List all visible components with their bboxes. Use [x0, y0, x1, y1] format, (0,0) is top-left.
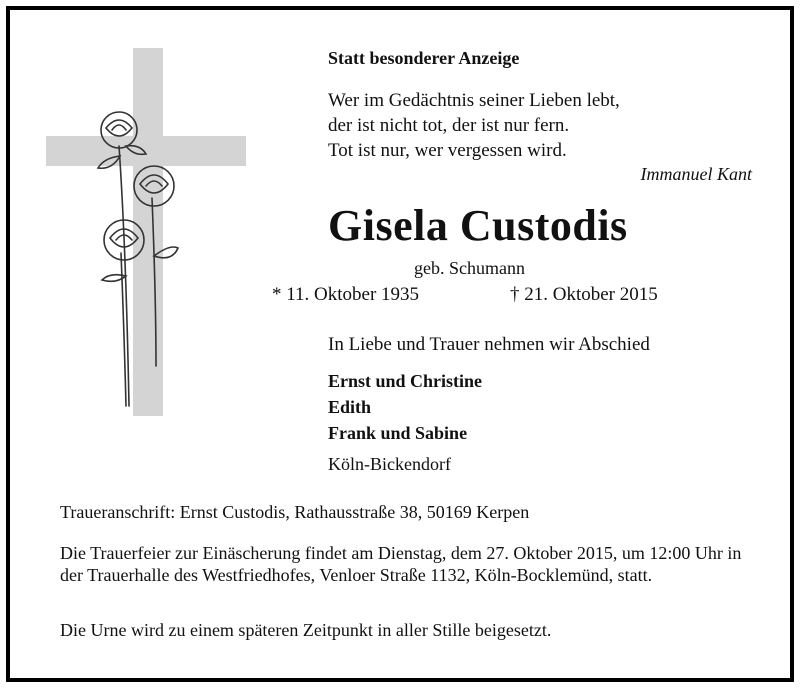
mourners-place: Köln-Bickendorf	[328, 454, 451, 474]
obituary-notice	[6, 6, 794, 682]
quote-line: Wer im Gedächtnis seiner Lieben lebt,	[328, 90, 620, 111]
quote-line: der ist nicht tot, der ist nur fern.	[328, 115, 570, 136]
quote	[328, 88, 620, 163]
ceremony-text: Die Trauerfeier zur Einäscherung findet am Dienstag, dem 27. Oktober 2015, um 12:00 Uhr in der Trauerhalle des Westfriedhofes, Venloer Straße 1132, Köln-Bocklemünd, statt.	[60, 543, 742, 585]
farewell-text: In Liebe und Trauer nehmen wir Abschied	[328, 334, 650, 355]
mourner: Ernst und Christine	[328, 371, 483, 391]
quote-author: Immanuel Kant	[640, 164, 752, 184]
death-date: † 21. Oktober 2015	[510, 284, 658, 305]
deceased-name: Gisela Custodis	[328, 201, 628, 250]
mourner: Edith	[328, 397, 372, 417]
cross-with-roses-icon	[46, 48, 266, 428]
notice-header: Statt besonderer Anzeige	[328, 48, 520, 68]
mourner: Frank und Sabine	[328, 423, 468, 443]
birth-name: geb. Schumann	[414, 258, 525, 278]
birth-date: * 11. Oktober 1935	[272, 284, 420, 305]
mourners-list	[328, 368, 482, 446]
quote-line: Tot ist nur, wer vergessen wird.	[328, 140, 567, 161]
mourning-address: Traueranschrift: Ernst Custodis, Rathausstraße 38, 50169 Kerpen	[60, 502, 530, 522]
urn-text: Die Urne wird zu einem späteren Zeitpunkt in aller Stille beigesetzt.	[60, 620, 552, 640]
